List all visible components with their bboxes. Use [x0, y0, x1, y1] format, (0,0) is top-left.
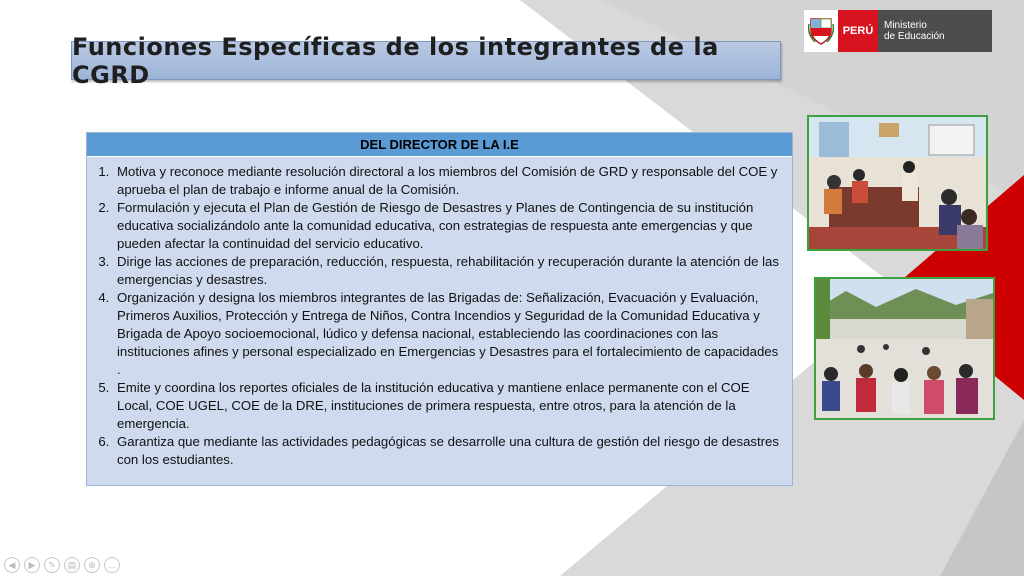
table-header-label: DEL DIRECTOR DE LA I.E [360, 137, 519, 152]
functions-list [113, 163, 780, 469]
list-item: 6. Garantiza que mediante las actividades pedagógicas se desarrolle una cultura de gestión del riesgo de desastres con los estudiantes. [113, 433, 780, 469]
prev-icon[interactable]: ◀ [4, 557, 20, 573]
ministry-line-2: de Educación [884, 31, 945, 42]
coat-of-arms-icon [804, 10, 838, 52]
peru-label: PERÚ [838, 10, 878, 52]
table-header [87, 133, 792, 157]
list-item: 1. Motiva y reconoce mediante resolución directoral a los miembros del Comisión de GRD y responsable del COE y aprueba el plan de trabajo e informe anual de la Comisión. [113, 163, 780, 199]
schoolyard-drill-photo [814, 277, 995, 420]
pen-icon[interactable]: ✎ [44, 557, 60, 573]
slides-icon[interactable]: ▤ [64, 557, 80, 573]
ministry-line-1: Ministerio [884, 20, 927, 31]
ministry-label [878, 10, 992, 52]
list-item: 4. Organización y designa los miembros integrantes de las Brigadas de: Señalización, Evacuación y Evaluación, Primeros Auxilios, Protección y Entrega de Niños, Contra Incendios y Seguridad de la Comunidad Educativa y Brigada de Apoyo socioemocional, lúdico y defensa nacional, estableciendo las coordinaciones con las instituciones afines y personal especializado en Emergencias y Desastres para el fortalecimiento de capacidades . [113, 289, 780, 379]
slide-title: Funciones Específicas de los integrantes de la CGRD [72, 32, 719, 89]
list-item: 2. Formulación y ejecuta el Plan de Gestión de Riesgo de Desastres y Planes de Contingencia de su institución educativa socializándolo ante la comunidad educativa, con estrategias de respuesta ante emergencias y que pueden afectar la continuidad del servicio educativo. [113, 199, 780, 253]
slide-title-box [71, 32, 781, 89]
functions-table [86, 132, 793, 486]
zoom-icon[interactable]: ⊕ [84, 557, 100, 573]
next-icon[interactable]: ▶ [24, 557, 40, 573]
list-item: 5. Emite y coordina los reportes oficiales de la institución educativa y mantiene enlace permanente con el COE Local, COE UGEL, COE de la DRE, instituciones de primera respuesta, entre otros, para la atención de la emergencia. [113, 379, 780, 433]
more-icon[interactable]: … [104, 557, 120, 573]
list-item: 3. Dirige las acciones de preparación, reducción, respuesta, rehabilitación y recuperación durante la atención de las emergencias y desastres. [113, 253, 780, 289]
classroom-meeting-photo [807, 115, 988, 251]
ministry-logo [803, 9, 993, 53]
slideshow-controls [4, 557, 120, 573]
